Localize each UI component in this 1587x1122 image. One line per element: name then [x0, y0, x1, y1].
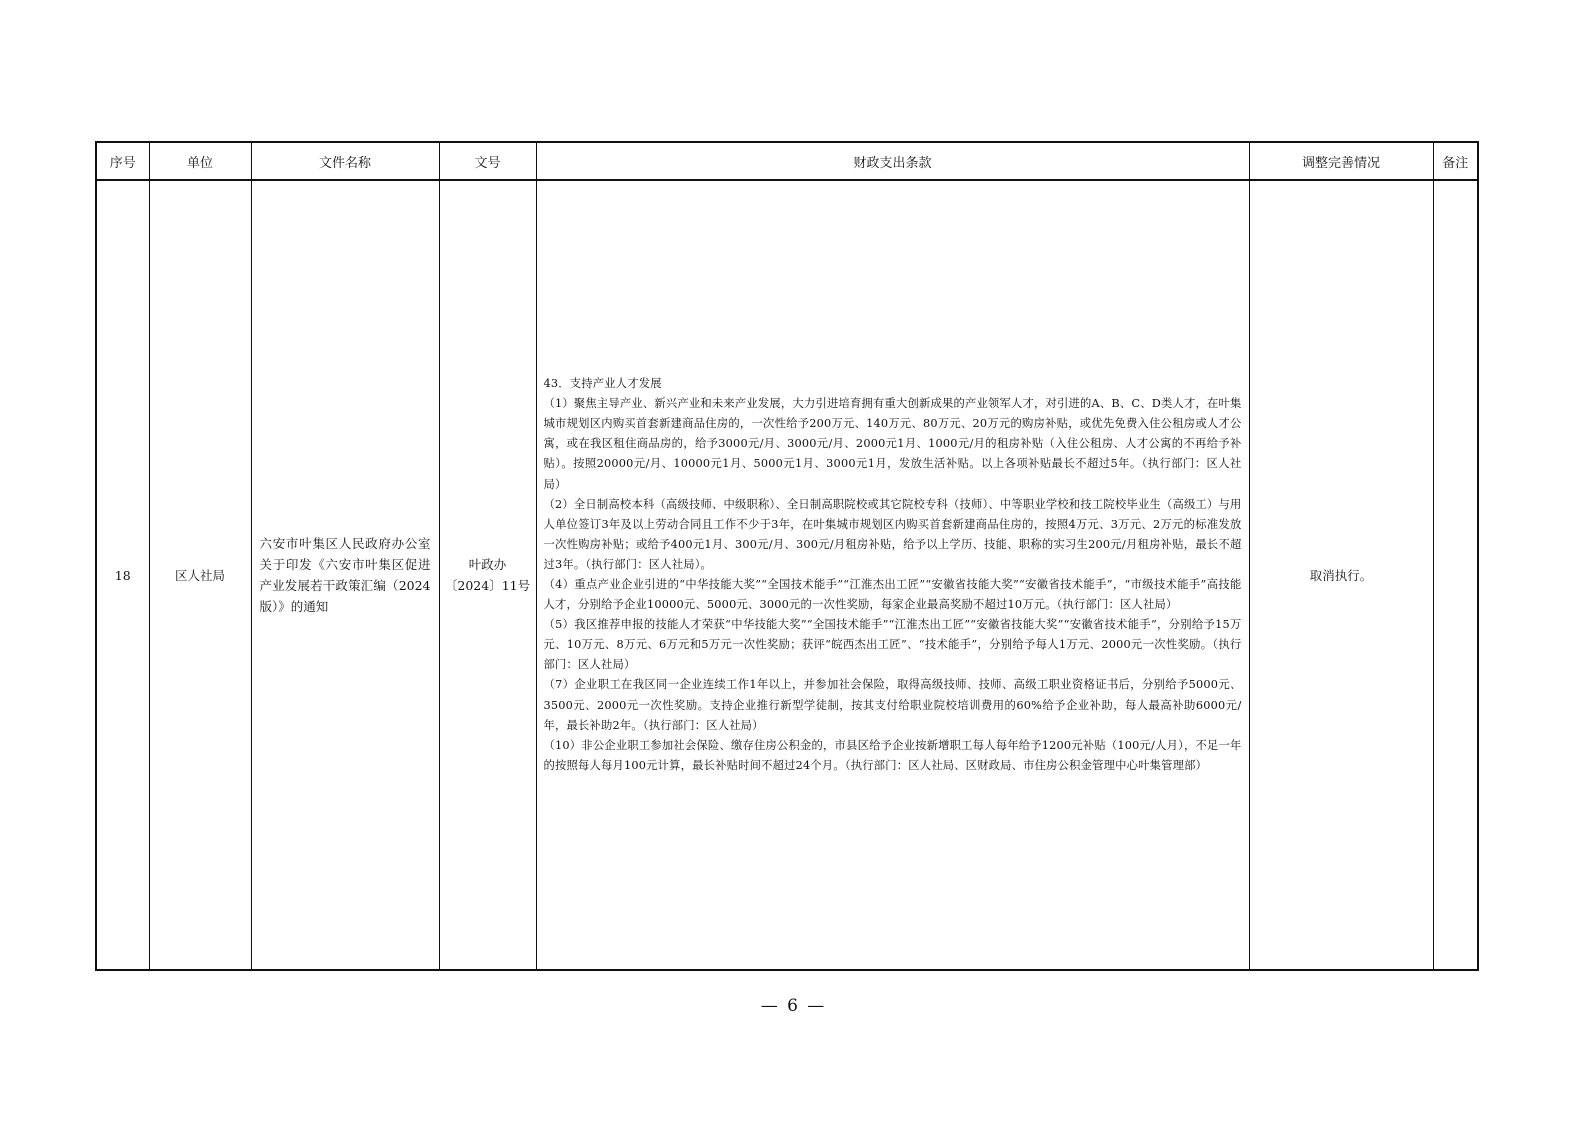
header-doc-number: 文号	[439, 142, 536, 180]
cell-adjustment: 取消执行。	[1249, 180, 1433, 970]
clause-item-2: （2）全日制高校本科（高级技师、中级职称）、全日制高职院校或其它院校专科（技师）、中等职业学校和技工院校毕业生（高级工）与用人单位签订3年及以上劳动合同且工作不少于3年，在叶集城市规划区内购买首套新建商品住房的，按照4万元、3万元、2万元的标准发放一次性购房补贴；或给予400元1月、300元/月、300元/月租房补贴，给予以上学历、技能、职称的实习生200元/月租房补贴，最长不超过3年。（执行部门：区人社局）。	[543, 497, 1242, 571]
clause-item-7: （7）企业职工在我区同一企业连续工作1年以上，并参加社会保险，取得高级技师、技师、高级工职业资格证书后，分别给予5000元、3500元、2000元一次性奖励。支持企业推行新型学徒制，按其支付给职业院校培训费用的60%给予企业补助，每人最高补助6000元/年，最长补助2年。（执行部门：区人社局）	[543, 678, 1242, 732]
cell-unit: 区人社局	[149, 180, 251, 970]
page-number: — 6 —	[760, 996, 827, 1016]
header-clauses: 财政支出条款	[536, 142, 1249, 180]
header-file-name: 文件名称	[251, 142, 439, 180]
clause-item-1: （1）聚焦主导产业、新兴产业和未来产业发展，大力引进培育拥有重大创新成果的产业领军人才，对引进的A、B、C、D类人才，在叶集城市规划区内购买首套新建商品住房的，一次性给予200万元、140万元、80万元、20万元的购房补贴，或优先免费入住公租房或人才公寓，或在我区租住商品房的，给予3000元/月、3000元/月、2000元1月、1000元/月的租房补贴（入住公租房、人才公寓的不再给予补贴）。按照20000元/月、10000元1月、5000元1月、3000元1月，发放生活补贴。以上各项补贴最长不超过5年。（执行部门：区人社局）	[543, 397, 1242, 491]
table-row	[96, 180, 1478, 970]
clause-item-10: （10）非公企业职工参加社会保险、缴存住房公积金的，市县区给予企业按新增职工每人每年给予1200元补贴（100元/人月），不足一年的按照每人每月100元计算，最长补贴时间不超过24个月。（执行部门：区人社局、区财政局、市住房公积金管理中心叶集管理部）	[543, 738, 1242, 772]
doc-number-line1: 叶政办	[468, 557, 507, 572]
header-index: 序号	[96, 142, 149, 180]
cell-index: 18	[96, 180, 149, 970]
clause-item-5: （5）我区推荐申报的技能人才荣获“中华技能大奖”“全国技术能手”“江淮杰出工匠”“安徽省技能大奖”“安徽省技术能手”，分别给予15万元、10万元、8万元、6万元和5万元一次性奖励；获评“皖西杰出工匠”、“技术能手”，分别给予每人1万元、2000元一次性奖励。（执行部门：区人社局）	[543, 618, 1242, 672]
clause-title: 43．支持产业人才发展	[543, 377, 662, 391]
cell-clauses	[536, 180, 1249, 970]
cell-doc-number	[439, 180, 536, 970]
header-row	[96, 142, 1478, 180]
cell-remarks	[1433, 180, 1478, 970]
header-unit: 单位	[149, 142, 251, 180]
header-adjustment: 调整完善情况	[1249, 142, 1433, 180]
header-remarks: 备注	[1433, 142, 1478, 180]
doc-number-line2: 〔2024〕11号	[444, 578, 531, 593]
cell-file-name: 六安市叶集区人民政府办公室关于印发《六安市叶集区促进产业发展若干政策汇编（2024版）》的通知	[251, 180, 439, 970]
clause-item-4: （4）重点产业企业引进的“中华技能大奖”“全国技术能手”“江淮杰出工匠”“安徽省技能大奖”“安徽省技术能手”，“市级技术能手”高技能人才，分别给予企业10000元、5000元、3000元的一次性奖励，每家企业最高奖励不超过10万元。（执行部门：区人社局）	[543, 578, 1242, 612]
policy-table	[95, 141, 1479, 971]
